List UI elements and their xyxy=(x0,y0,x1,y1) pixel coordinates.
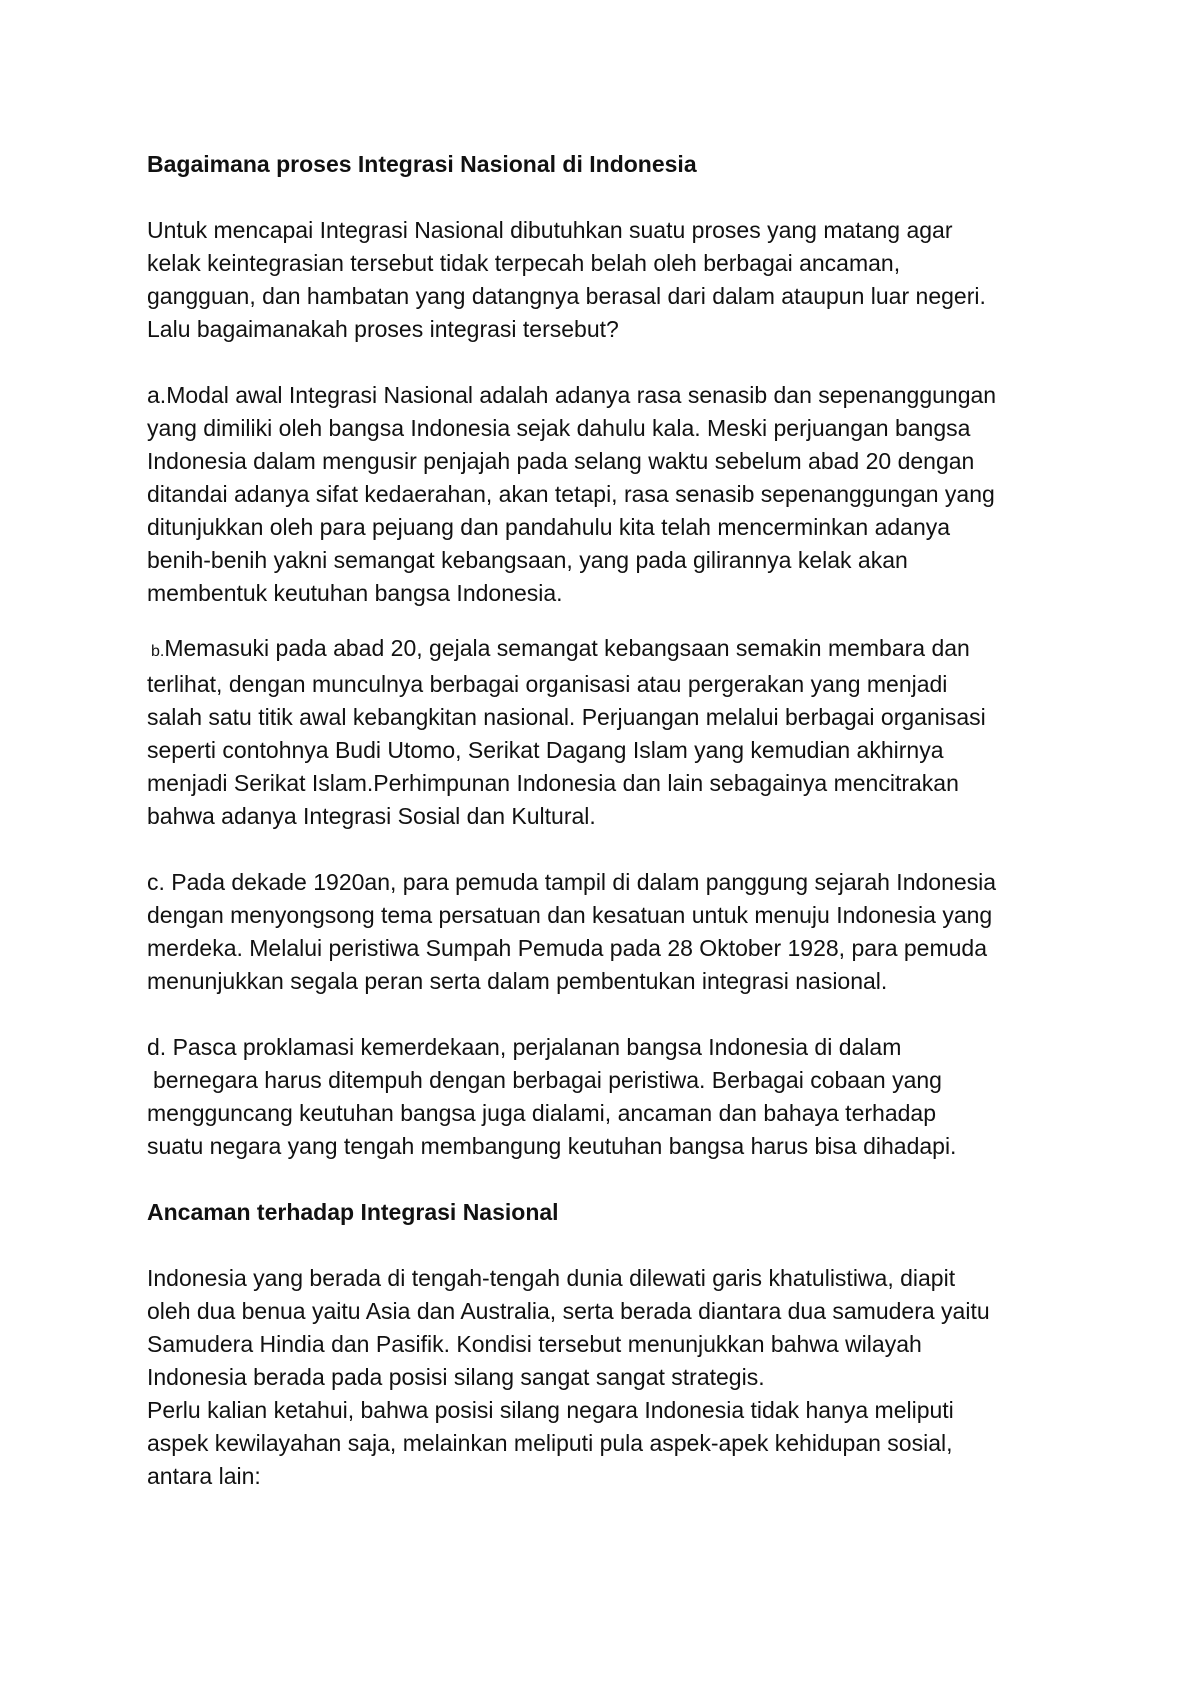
text-line: yang dimiliki oleh bangsa Indonesia sejak dahulu kala. Meski perjuangan bangsa xyxy=(147,415,971,441)
text-line: menunjukkan segala peran serta dalam pembentukan integrasi nasional. xyxy=(147,968,888,994)
text-line: Lalu bagaimanakah proses integrasi tersebut? xyxy=(147,316,619,342)
text-line: menjadi Serikat Islam.Perhimpunan Indonesia dan lain sebagainya mencitrakan xyxy=(147,770,959,796)
text-line: ditunjukkan oleh para pejuang dan pandahulu kita telah mencerminkan adanya xyxy=(147,514,951,540)
text-line: dengan menyongsong tema persatuan dan kesatuan untuk menuju Indonesia yang xyxy=(147,902,993,928)
text-line: oleh dua benua yaitu Asia dan Australia, serta berada diantara dua samudera yaitu xyxy=(147,1298,990,1324)
paragraph-item-d xyxy=(147,1031,1077,1163)
text-line: gangguan, dan hambatan yang datangnya berasal dari dalam ataupun luar negeri. xyxy=(147,283,986,309)
text-line xyxy=(147,632,1077,668)
text-line: bahwa adanya Integrasi Sosial dan Kultural. xyxy=(147,803,596,829)
text-line: terlihat, dengan munculnya berbagai organisasi atau pergerakan yang menjadi xyxy=(147,671,948,697)
paragraph-item-c xyxy=(147,866,1077,998)
text-segment: Modal awal Integrasi Nasional adalah adanya rasa senasib dan sepenanggungan xyxy=(166,382,997,408)
text-line: mengguncang keutuhan bangsa juga dialami, ancaman dan bahaya terhadap xyxy=(147,1100,936,1126)
text-line xyxy=(147,379,1077,412)
intro-paragraph xyxy=(147,214,1077,346)
text-line: ditandai adanya sifat kedaerahan, akan tetapi, rasa senasib sepenanggungan yang xyxy=(147,481,995,507)
text-line: Untuk mencapai Integrasi Nasional dibutuhkan suatu proses yang matang agar xyxy=(147,217,953,243)
text-line: suatu negara yang tengah membangung keutuhan bangsa harus bisa dihadapi. xyxy=(147,1133,957,1159)
paragraph-threats xyxy=(147,1262,1077,1493)
list-marker-b: b. xyxy=(151,643,165,660)
text-line: Perlu kalian ketahui, bahwa posisi silang negara Indonesia tidak hanya meliputi xyxy=(147,1397,954,1423)
paragraph-item-a xyxy=(147,379,1077,610)
text-line: c. Pada dekade 1920an, para pemuda tampil di dalam panggung sejarah Indonesia xyxy=(147,869,997,895)
text-line: seperti contohnya Budi Utomo, Serikat Dagang Islam yang kemudian akhirnya xyxy=(147,737,944,763)
text-line: Indonesia berada pada posisi silang sangat sangat strategis. xyxy=(147,1364,765,1390)
text-line: kelak keintegrasian tersebut tidak terpecah belah oleh berbagai ancaman, xyxy=(147,250,901,276)
paragraph-item-b xyxy=(147,632,1077,833)
document-body xyxy=(147,148,1077,1493)
heading-threats: Ancaman terhadap Integrasi Nasional xyxy=(147,1199,559,1225)
text-line: membentuk keutuhan bangsa Indonesia. xyxy=(147,580,563,606)
list-marker-a: a. xyxy=(147,382,167,408)
text-line: aspek kewilayahan saja, melainkan meliputi pula aspek-apek kehidupan sosial, xyxy=(147,1430,953,1456)
text-line: salah satu titik awal kebangkitan nasional. Perjuangan melalui berbagai organisasi xyxy=(147,704,986,730)
text-line: d. Pasca proklamasi kemerdekaan, perjalanan bangsa Indonesia di dalam xyxy=(147,1034,902,1060)
text-line: bernegara harus ditempuh dengan berbagai peristiwa. Berbagai cobaan yang xyxy=(153,1067,942,1093)
text-line: Samudera Hindia dan Pasifik. Kondisi tersebut menunjukkan bahwa wilayah xyxy=(147,1331,922,1357)
text-line: benih-benih yakni semangat kebangsaan, yang pada gilirannya kelak akan xyxy=(147,547,908,573)
text-segment: Memasuki pada abad 20, gejala semangat kebangsaan semakin membara dan xyxy=(164,635,970,661)
text-line: merdeka. Melalui peristiwa Sumpah Pemuda pada 28 Oktober 1928, para pemuda xyxy=(147,935,987,961)
text-line: Indonesia dalam mengusir penjajah pada selang waktu sebelum abad 20 dengan xyxy=(147,448,975,474)
heading-integration-process: Bagaimana proses Integrasi Nasional di Indonesia xyxy=(147,151,697,177)
text-line: antara lain: xyxy=(147,1463,261,1489)
text-line: Indonesia yang berada di tengah-tengah dunia dilewati garis khatulistiwa, diapit xyxy=(147,1265,956,1291)
